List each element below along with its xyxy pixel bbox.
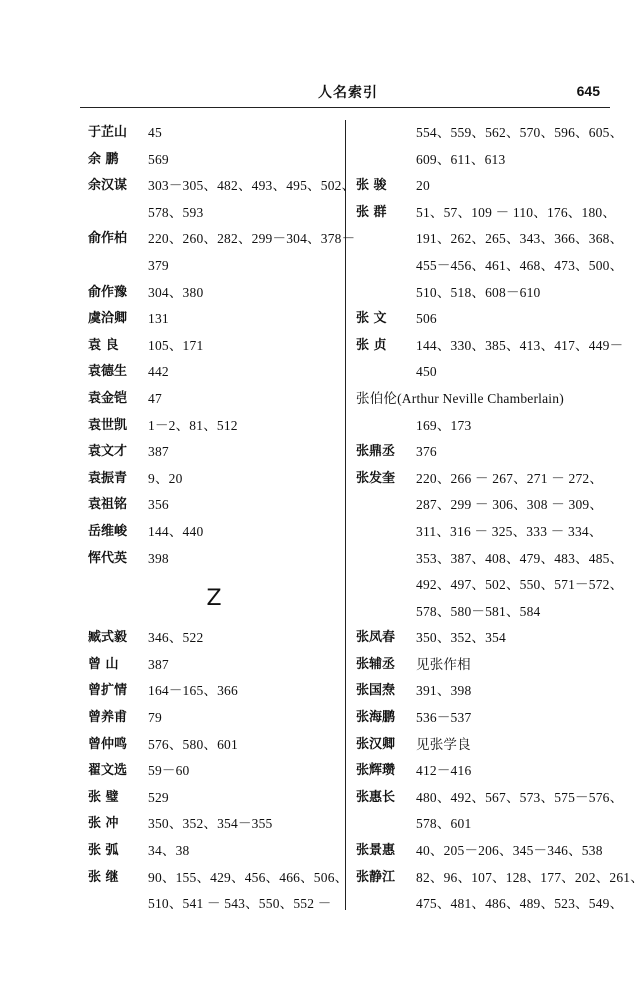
entry-name: 张景惠	[356, 843, 396, 859]
entry-pages: 412－416	[416, 763, 472, 779]
entry-pages: 578、580－581、584	[416, 603, 541, 619]
entry-name: 张海鹏	[356, 710, 396, 726]
index-entry	[88, 811, 340, 838]
index-entry	[88, 678, 340, 705]
entry-pages: 455－456、461、468、473、500、	[416, 257, 624, 273]
entry-pages: 144、330、385、413、417、449－	[416, 337, 624, 353]
index-entry-continuation	[356, 413, 626, 440]
entry-pages: 311、316 － 325、333 － 334、	[416, 523, 603, 539]
entry-name: 张 骏	[356, 178, 387, 194]
entry-name: 张 贞	[356, 337, 387, 353]
index-entry	[88, 333, 340, 360]
index-entry-continuation	[356, 147, 626, 174]
index-entry-continuation	[88, 200, 340, 227]
entry-pages: 51、57、109 － 110、176、180、	[416, 204, 617, 220]
index-entry	[88, 785, 340, 812]
entry-pages: 510、518、608－610	[416, 284, 541, 300]
entry-pages: 79	[148, 710, 162, 726]
entry-pages: 287、299 － 306、308 － 309、	[416, 497, 604, 513]
entry-pages: 20	[416, 178, 430, 194]
entry-name: 张惠长	[356, 789, 396, 805]
entry-name: 张 璧	[88, 789, 119, 805]
entry-pages: 442	[148, 364, 169, 380]
index-entry-continuation	[356, 572, 626, 599]
index-entry	[356, 652, 626, 679]
entry-name: 张 继	[88, 869, 119, 885]
index-entry	[356, 200, 626, 227]
entry-pages: 475、481、486、489、523、549、	[416, 896, 624, 912]
entry-pages: 见张学良	[416, 736, 471, 752]
page-header	[88, 82, 608, 104]
entry-name: 恽代英	[88, 550, 128, 566]
index-entry-continuation	[356, 280, 626, 307]
left-index-column	[88, 120, 356, 918]
entry-name: 张汉卿	[356, 736, 396, 752]
index-entry	[88, 306, 340, 333]
entry-pages: 90、155、429、456、466、506、	[148, 869, 349, 885]
section-letter: Z	[206, 586, 222, 612]
entry-pages: 220、260、282、299－304、378－	[148, 231, 356, 247]
entry-pages: 576、580、601	[148, 736, 238, 752]
index-entry	[88, 519, 340, 546]
entry-pages: 59－60	[148, 763, 190, 779]
entry-pages: 张伯伦(Arthur Neville Chamberlain)	[356, 390, 564, 406]
entry-pages: 131	[148, 311, 169, 327]
entry-name: 曾 山	[88, 656, 119, 672]
index-entry	[88, 226, 356, 253]
entry-pages: 536－537	[416, 710, 472, 726]
index-entry	[356, 439, 626, 466]
index-entry-continuation	[356, 120, 626, 147]
entry-name: 张辅丞	[356, 656, 396, 672]
entry-name: 曾养甫	[88, 710, 128, 726]
entry-name: 张 文	[356, 311, 387, 327]
index-entry	[356, 173, 626, 200]
entry-name: 臧式毅	[88, 630, 128, 646]
entry-pages: 40、205－206、345－346、538	[416, 843, 603, 859]
index-entry-continuation	[356, 253, 626, 280]
entry-name: 袁振青	[88, 470, 128, 486]
index-entry	[356, 785, 626, 812]
entry-name: 张 冲	[88, 816, 119, 832]
index-entry	[88, 652, 340, 679]
entry-name: 曾仲鸣	[88, 736, 128, 752]
index-entry	[356, 625, 626, 652]
index-entry	[356, 306, 626, 333]
index-entry-continuation	[356, 226, 626, 253]
entry-pages: 398	[148, 550, 169, 566]
entry-pages: 82、96、107、128、177、202、261、	[416, 869, 644, 885]
entry-name: 袁德生	[88, 364, 128, 380]
index-entry-continuation	[88, 253, 340, 280]
entry-pages: 450	[416, 364, 437, 380]
index-entry-continuation	[356, 599, 626, 626]
entry-name: 虞洽卿	[88, 311, 128, 327]
entry-name: 袁文才	[88, 444, 128, 460]
index-entry	[88, 758, 340, 785]
entry-pages: 47	[148, 390, 162, 406]
entry-name: 袁 良	[88, 337, 119, 353]
entry-name: 张鼎丞	[356, 444, 396, 460]
entry-pages: 304、380	[148, 284, 204, 300]
entry-pages: 492、497、502、550、571－572、	[416, 577, 624, 593]
index-entry	[88, 413, 340, 440]
entry-name: 岳维峻	[88, 523, 128, 539]
entry-pages: 391、398	[416, 683, 472, 699]
index-entry	[88, 439, 340, 466]
index-entry	[88, 147, 340, 174]
page-title: 人名索引	[318, 85, 378, 101]
entry-pages: 34、38	[148, 843, 190, 859]
entry-pages: 1－2、81、512	[148, 417, 238, 433]
entry-name: 张发奎	[356, 470, 396, 486]
header-rule	[80, 107, 610, 108]
right-index-column	[356, 120, 644, 918]
entry-pages: 353、387、408、479、483、485、	[416, 550, 624, 566]
entry-pages: 346、522	[148, 630, 204, 646]
entry-pages: 45	[148, 125, 162, 140]
entry-pages: 506	[416, 311, 437, 327]
entry-pages: 578、601	[416, 816, 472, 832]
index-entry	[356, 678, 626, 705]
index-entry	[356, 705, 626, 732]
index-entry	[88, 280, 340, 307]
entry-pages: 510、541 － 543、550、552 －	[148, 896, 332, 912]
entry-name: 俞作柏	[88, 231, 128, 247]
index-entry	[356, 865, 644, 892]
entry-pages: 144、440	[148, 523, 204, 539]
entry-name: 余汉谋	[88, 178, 128, 194]
entry-name: 张凤春	[356, 630, 396, 646]
entry-name: 曾扩情	[88, 683, 128, 699]
index-entry	[88, 546, 340, 573]
entry-name: 张辉瓒	[356, 763, 396, 779]
index-entry-continuation	[356, 359, 626, 386]
index-entry	[88, 492, 340, 519]
entry-pages: 105、171	[148, 337, 204, 353]
entry-pages: 356	[148, 497, 169, 513]
entry-pages: 609、611、613	[416, 151, 506, 167]
entry-pages: 480、492、567、573、575－576、	[416, 789, 624, 805]
entry-pages: 379	[148, 257, 169, 273]
index-entry	[88, 466, 340, 493]
index-entry	[88, 359, 340, 386]
entry-pages: 164－165、366	[148, 683, 238, 699]
index-entry	[356, 758, 626, 785]
entry-name: 余 鹏	[88, 151, 119, 167]
entry-pages: 9、20	[148, 470, 183, 486]
index-entry	[88, 838, 340, 865]
entry-name: 张静江	[356, 869, 396, 885]
index-entry	[356, 333, 626, 360]
entry-name: 翟文选	[88, 763, 128, 779]
entry-name: 袁金铠	[88, 390, 128, 406]
entry-name: 袁世凯	[88, 417, 128, 433]
index-entry-continuation	[356, 492, 626, 519]
index-entry-continuation	[356, 546, 626, 573]
entry-name: 俞作豫	[88, 284, 128, 300]
entry-name: 于芷山	[88, 125, 128, 140]
entry-pages: 见张作相	[416, 656, 471, 672]
index-entry	[88, 173, 356, 200]
entry-name: 张 群	[356, 204, 387, 220]
entry-name: 张 弧	[88, 843, 119, 859]
index-entry	[88, 732, 340, 759]
entry-pages: 350、352、354－355	[148, 816, 273, 832]
index-entry	[356, 466, 626, 493]
index-entry-continuation	[356, 891, 626, 918]
index-entry	[356, 838, 626, 865]
index-entry-continuation	[356, 519, 626, 546]
index-entry-continuation	[356, 811, 626, 838]
index-entry	[356, 732, 626, 759]
entry-name: 张国焘	[356, 683, 396, 699]
entry-pages: 191、262、265、343、366、368、	[416, 231, 624, 247]
index-entry	[88, 386, 340, 413]
index-entry-continuation	[88, 891, 340, 918]
entry-name: 袁祖铭	[88, 497, 128, 513]
entry-pages: 376	[416, 444, 437, 460]
entry-pages: 578、593	[148, 204, 204, 220]
entry-pages: 303－305、482、493、495、502、	[148, 178, 356, 194]
index-entry	[88, 705, 340, 732]
entry-pages: 554、559、562、570、596、605、	[416, 125, 624, 140]
entry-pages: 387	[148, 656, 169, 672]
index-entry-continuation	[356, 386, 626, 413]
entry-pages: 529	[148, 789, 169, 805]
index-entry	[88, 625, 340, 652]
entry-pages: 350、352、354	[416, 630, 506, 646]
index-entry	[88, 865, 349, 892]
page-number: 645	[576, 83, 600, 99]
entry-pages: 220、266 － 267、271 － 272、	[416, 470, 604, 486]
index-entry	[88, 120, 340, 147]
entry-pages: 169、173	[416, 417, 472, 433]
entry-pages: 569	[148, 151, 169, 167]
entry-pages: 387	[148, 444, 169, 460]
